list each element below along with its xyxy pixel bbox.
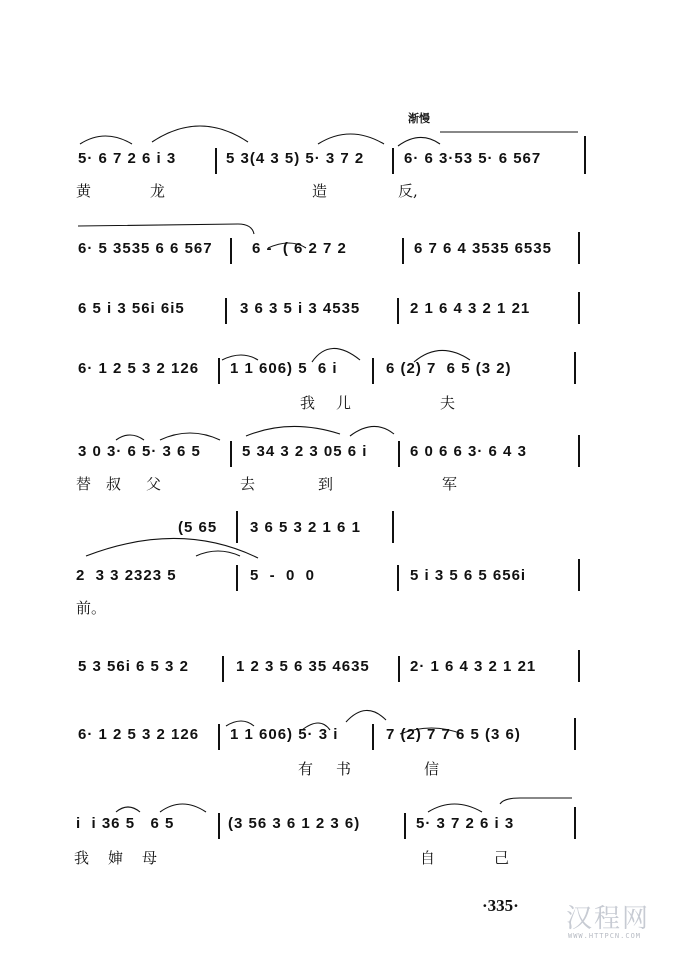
lyric: 自 bbox=[420, 849, 436, 867]
notation: 3 0 3· 6 5· 3 6 5 bbox=[78, 443, 201, 460]
notation: 3 6 5 3 2 1 6 1 bbox=[250, 519, 361, 536]
notation: 7 (2) 7 7 6 5 (3 6) bbox=[386, 726, 521, 743]
lyric: 书 bbox=[336, 760, 352, 778]
slur bbox=[350, 426, 394, 436]
watermark-logo: 汉程网 bbox=[566, 904, 651, 934]
tie-bracket bbox=[500, 798, 572, 804]
notation: i i 36 5 6 5 bbox=[76, 815, 175, 832]
lyric: 我 bbox=[74, 849, 90, 867]
slur bbox=[312, 348, 360, 362]
slur bbox=[116, 435, 144, 440]
notation: 1 2 3 5 6 35 4635 bbox=[236, 658, 370, 675]
lyric: 造 bbox=[312, 182, 328, 200]
slur bbox=[196, 551, 240, 556]
notation: 5 - 0 0 bbox=[250, 567, 316, 584]
slur bbox=[268, 243, 306, 248]
slur bbox=[398, 137, 440, 146]
lyric: 到 bbox=[318, 475, 334, 493]
notation: 5 34 3 2 3 05 6 i bbox=[242, 443, 368, 460]
notation: 2 1 6 4 3 2 1 21 bbox=[410, 300, 531, 317]
lyric: 婶 bbox=[108, 849, 124, 867]
notation: 5 i 3 5 6 5 656i bbox=[410, 567, 527, 584]
slur bbox=[428, 804, 482, 812]
lyric: 己 bbox=[494, 849, 510, 867]
lyric: 夫 bbox=[440, 394, 456, 412]
lyric: 龙 bbox=[150, 182, 166, 200]
notation: 6 5 i 3 56i 6i5 bbox=[78, 300, 185, 317]
notation: 6 - ( 6 2 7 2 bbox=[252, 240, 347, 257]
slur bbox=[116, 807, 140, 812]
slur bbox=[160, 433, 220, 440]
lyric: 信 bbox=[424, 760, 440, 778]
slur bbox=[414, 350, 470, 362]
lyric: 前。 bbox=[76, 599, 107, 617]
notation: (3 56 3 6 1 2 3 6) bbox=[228, 815, 361, 832]
slur bbox=[226, 721, 254, 726]
slur bbox=[246, 426, 340, 436]
notation: 1 1 606) 5· 3 i bbox=[230, 726, 339, 743]
notation: 2· 1 6 4 3 2 1 21 bbox=[410, 658, 537, 675]
notation: 5 3 56i 6 5 3 2 bbox=[78, 658, 189, 675]
notation: 6· 6 3·53 5· 6 567 bbox=[404, 150, 542, 167]
lyric: 去 bbox=[240, 475, 256, 493]
lyric: 父 bbox=[146, 475, 162, 493]
notation: 6· 5 3535 6 6 567 bbox=[78, 240, 213, 257]
notation: (5 65 bbox=[178, 519, 218, 536]
slur bbox=[346, 710, 386, 722]
slur bbox=[86, 538, 258, 558]
notation: 6 (2) 7 6 5 (3 2) bbox=[386, 360, 512, 377]
notation: 2 3 3 2323 5 bbox=[76, 567, 177, 584]
lyric: 儿 bbox=[336, 394, 352, 412]
notation: 3 6 3 5 i 3 4535 bbox=[240, 300, 361, 317]
lyric: 黄 bbox=[76, 182, 92, 200]
slur bbox=[318, 134, 384, 144]
lyric: 有 bbox=[298, 760, 314, 778]
notation: 6· 1 2 5 3 2 126 bbox=[78, 726, 200, 743]
lyric: 反, bbox=[398, 182, 418, 200]
slur bbox=[222, 355, 258, 360]
notation: 5 3(4 3 5) 5· 3 7 2 bbox=[226, 150, 365, 167]
notation: 5· 6 7 2 6 i 3 bbox=[78, 150, 177, 167]
tempo-marking: 渐慢 bbox=[408, 112, 430, 125]
slur bbox=[302, 723, 330, 730]
notation: 6 7 6 4 3535 6535 bbox=[414, 240, 552, 257]
page-number: ·335· bbox=[482, 896, 519, 915]
notation: 6 0 6 6 3· 6 4 3 bbox=[410, 443, 527, 460]
slur bbox=[80, 136, 132, 144]
lyric: 母 bbox=[142, 849, 158, 867]
notation: 1 1 606) 5 6 i bbox=[230, 360, 338, 377]
watermark-url: WWW.HTTPCN.COM bbox=[568, 932, 642, 940]
slur bbox=[160, 804, 206, 812]
slur bbox=[78, 224, 254, 234]
lyric: 替 bbox=[76, 475, 92, 493]
notation: 5· 3 7 2 6 i 3 bbox=[416, 815, 515, 832]
notation: 6· 1 2 5 3 2 126 bbox=[78, 360, 200, 377]
slur bbox=[400, 728, 462, 734]
lyric: 我 bbox=[300, 394, 316, 412]
lyric: 叔 bbox=[106, 475, 122, 493]
lyric: 军 bbox=[442, 475, 458, 493]
slur bbox=[152, 126, 248, 142]
